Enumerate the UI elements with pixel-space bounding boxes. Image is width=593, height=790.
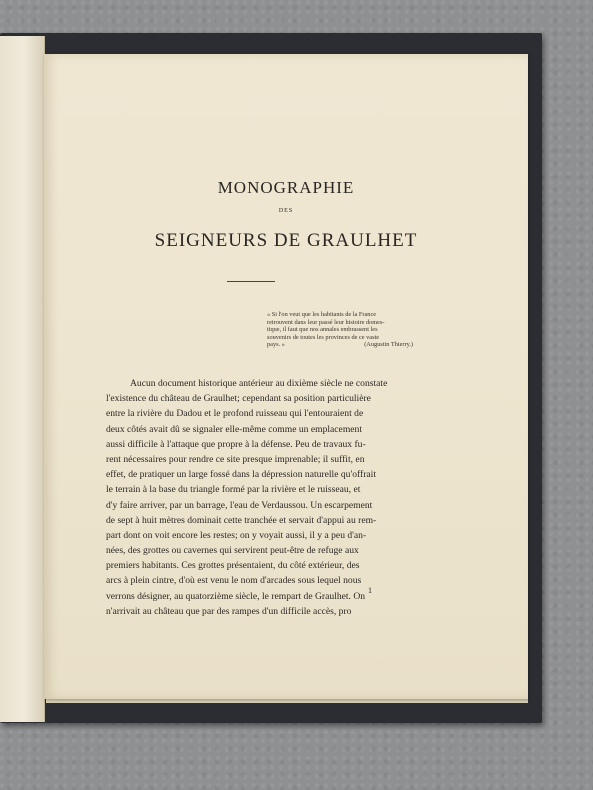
epigraph-line: « Si l'on veut que les habitants de la France <box>267 311 377 318</box>
body-line: rent nécessaires pour rendre ce site presque imprenable; il suffit, en <box>106 453 365 465</box>
book-page <box>44 54 528 699</box>
body-line: de sept à huit mètres dominait cette tranchée et servait d'appui au rem- <box>106 514 377 526</box>
epigraph-line: souvenirs de toutes les provinces de ce vaste <box>267 333 380 341</box>
body-line: Aucun document historique antérieur au dixième siècle ne constate <box>130 378 388 389</box>
title-line-1: MONOGRAPHIE <box>217 178 355 197</box>
body-line: premiers habitants. Ces grottes présentaient, du côté extérieur, des <box>106 560 360 572</box>
body-line: deux côtés avait dû se signaler elle-même comme un emplacement <box>106 423 363 435</box>
epigraph-last-text: pays. » <box>267 341 285 349</box>
body-line: d'y faire arriver, par un barrage, l'eau de Verdaussou. Un escarpement <box>106 499 373 511</box>
body-paragraph <box>106 376 460 619</box>
epigraph-line: tique, il faut que nos annales embrassent les <box>267 326 378 334</box>
body-line: arcs à plein cintre, d'où est venu le nom d'arcades sous lequel nous <box>106 575 362 587</box>
epigraph-line: retrouvent dans leur passé leur histoire domes- <box>267 318 385 326</box>
body-line: part dont on voit encore les restes; on y voyait aussi, il y a peu d'an- <box>106 529 367 541</box>
body-line: aussi difficile à l'attaque que propre à la défense. Peu de travaux fu- <box>106 438 366 450</box>
body-line: n'arrivait au château que par des rampes d'un difficile accès, pro <box>106 605 352 617</box>
epigraph <box>267 311 413 349</box>
title-line-2: SEIGNEURS DE GRAULHET <box>154 230 418 251</box>
body-line: verrons désigner, au quatorzième siècle, le rempart de Graulhet. On <box>106 590 366 602</box>
title-divider-rule <box>227 281 275 282</box>
title-connector: DES <box>278 208 294 214</box>
page-number: 1 <box>368 586 372 595</box>
body-line: l'existence du château de Graulhet; cependant sa position particulière <box>106 393 371 405</box>
facing-page-edge <box>0 36 45 722</box>
body-line: effet, de pratiquer un large fossé dans la dépression naturelle qu'offrait <box>106 469 376 481</box>
epigraph-attribution: (Augustin Thierry.) <box>364 341 413 349</box>
epigraph-last-line <box>267 341 413 349</box>
body-line: entre la rivière du Dadou et le profond ruisseau qui l'entouraient de <box>106 408 364 420</box>
body-line: nées, des grottes ou cavernes qui servirent peut-être de refuge aux <box>106 545 359 557</box>
body-line: le terrain à la base du triangle formé par la rivière et le ruisseau, et <box>106 484 361 496</box>
